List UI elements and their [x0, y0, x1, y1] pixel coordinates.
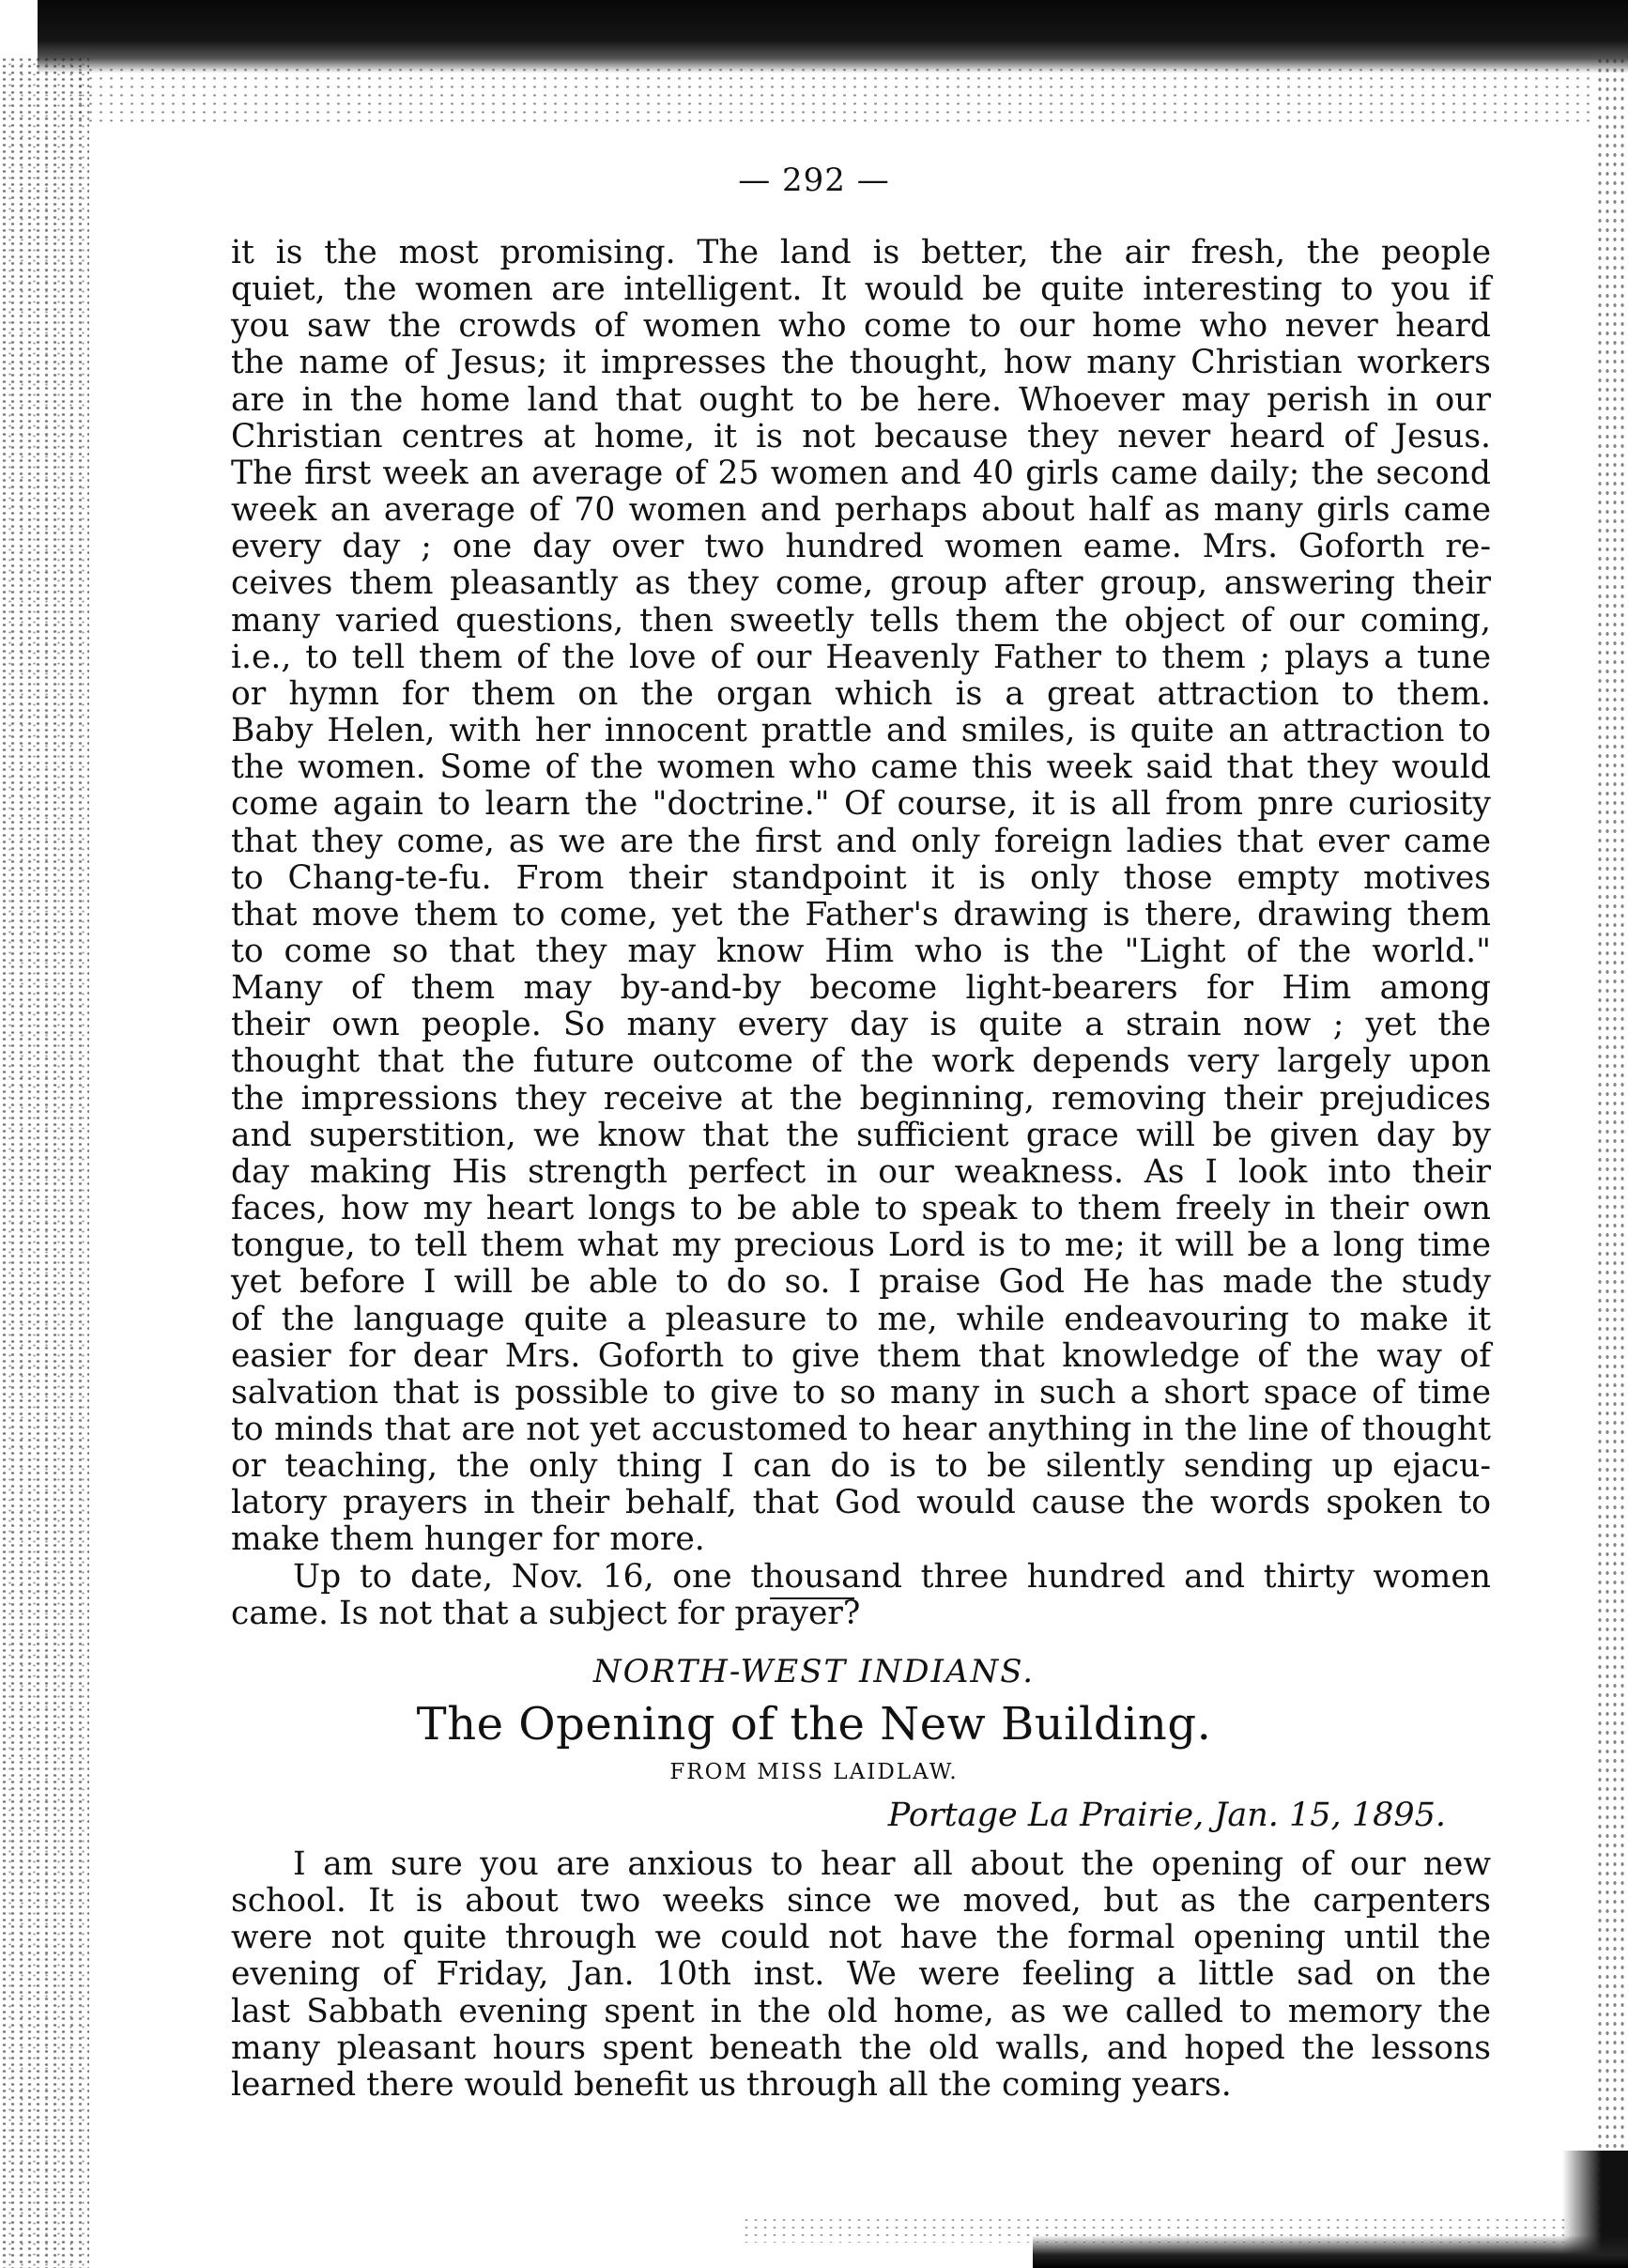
- body-line: Up to date, Nov. 16, one thousand three hundred and thirty women: [293, 1557, 1491, 1596]
- body-line: make them hunger for more.: [231, 1520, 705, 1559]
- body-line: or hymn for them on the organ which is a great attraction to them.: [231, 674, 1491, 713]
- body-line: evening of Friday, Jan. 10th inst. We were feeling a little sad on the: [231, 1955, 1491, 1994]
- page-number: — 292 —: [738, 162, 890, 199]
- body-line: or teaching, the only thing I can do is to be silently sending up ejacu-: [231, 1447, 1491, 1486]
- body-line: you saw the crowds of women who come to our home who never heard: [231, 307, 1491, 346]
- scan-top-edge: [38, 0, 1628, 73]
- body-line: many pleasant hours spent beneath the old walls, and hoped the lessons: [231, 2029, 1491, 2067]
- body-line: come again to learn the "doctrine." Of course, it is all from pnre curiosity: [231, 785, 1491, 824]
- body-line: to minds that are not yet accustomed to hear anything in the line of thought: [231, 1411, 1491, 1448]
- body-line: thought that the future outcome of the work depends very largely upon: [231, 1042, 1491, 1081]
- byline: FROM MISS LAIDLAW.: [669, 1760, 959, 1784]
- body-line: many varied questions, then sweetly tells them the object of our coming,: [231, 601, 1491, 640]
- body-line: easier for dear Mrs. Goforth to give them that knowledge of the way of: [231, 1336, 1491, 1375]
- body-line: that they come, as we are the first and only foreign ladies that ever came: [231, 822, 1491, 860]
- dateline: Portage La Prairie, Jan. 15, 1895.: [887, 1797, 1446, 1834]
- body-line: the women. Some of the women who came this week said that they would: [231, 748, 1491, 787]
- body-line: are in the home land that ought to be here. Whoever may perish in our: [231, 380, 1491, 419]
- body-line: to Chang-te-fu. From their standpoint it is only those empty motives: [231, 858, 1491, 897]
- body-line: the name of Jesus; it impresses the thought, how many Christian workers: [231, 344, 1491, 382]
- scan-bottom-edge: [1033, 2235, 1628, 2268]
- body-line: yet before I will be able to do so. I praise God He has made the study: [231, 1263, 1491, 1302]
- body-line: tongue, to tell them what my precious Lord is to me; it will be a long time: [231, 1227, 1491, 1265]
- body-line: The first week an average of 25 women and 40 girls came daily; the second: [231, 454, 1491, 492]
- body-line: of the language quite a pleasure to me, while endeavouring to make it: [231, 1300, 1491, 1338]
- body-line: school. It is about two weeks since we moved, but as the carpenters: [231, 1882, 1491, 1921]
- article-title: The Opening of the New Building.: [416, 1698, 1212, 1751]
- body-line: Christian centres at home, it is not because they never heard of Jesus.: [231, 417, 1491, 455]
- body-line: last Sabbath evening spent in the old home, as we called to memory the: [231, 1992, 1491, 2030]
- body-line: I am sure you are anxious to hear all about the opening of our new: [293, 1845, 1491, 1883]
- body-line: it is the most promising. The land is better, the air fresh, the people: [231, 234, 1491, 271]
- body-line: i.e., to tell them of the love of our Heavenly Father to them ; plays a tune: [231, 638, 1491, 676]
- section-divider: [770, 1597, 854, 1599]
- body-line: and superstition, we know that the sufficient grace will be given day by: [231, 1116, 1491, 1154]
- body-line: salvation that is possible to give to so many in such a short space of time: [231, 1373, 1491, 1412]
- body-line: to come so that they may know Him who is the "Light of the world.": [231, 932, 1491, 970]
- body-line: ceives them pleasantly as they come, group after group, answering their: [231, 564, 1491, 603]
- body-line: latory prayers in their behalf, that God would cause the words spoken to: [231, 1484, 1491, 1522]
- body-line: Many of them may by-and-by become light-bearers for Him among: [231, 969, 1491, 1008]
- letter-body: [231, 235, 1491, 1632]
- body-line: were not quite through we could not have the formal opening until the: [231, 1919, 1491, 1957]
- body-line: every day ; one day over two hundred women eame. Mrs. Goforth re-: [231, 528, 1491, 566]
- body-line: quiet, the women are intelligent. It would be quite interesting to you if: [231, 270, 1491, 309]
- body-line: Baby Helen, with her innocent prattle and smiles, is quite an attraction to: [231, 712, 1491, 750]
- body-line: their own people. So many every day is quite a strain now ; yet the: [231, 1006, 1491, 1044]
- body-line: the impressions they receive at the beginning, removing their prejudices: [231, 1079, 1491, 1118]
- body-line: faces, how my heart longs to be able to speak to them freely in their own: [231, 1190, 1491, 1228]
- article-body: [231, 1846, 1491, 2104]
- body-line: learned there would benefit us through all the coming years.: [231, 2065, 1232, 2104]
- section-heading: NORTH-WEST INDIANS.: [592, 1653, 1036, 1690]
- body-line: came. Is not that a subject for prayer?: [231, 1594, 861, 1632]
- body-line: day making His strength perfect in our weakness. As I look into their: [231, 1152, 1491, 1191]
- scan-noise-top: [75, 66, 1596, 122]
- body-line: that move them to come, yet the Father's drawing is there, drawing them: [231, 895, 1491, 933]
- body-line: week an average of 70 women and perhaps about half as many girls came: [231, 491, 1491, 530]
- scan-left-edge: [0, 56, 89, 2268]
- scan-right-edge: [1596, 56, 1628, 2268]
